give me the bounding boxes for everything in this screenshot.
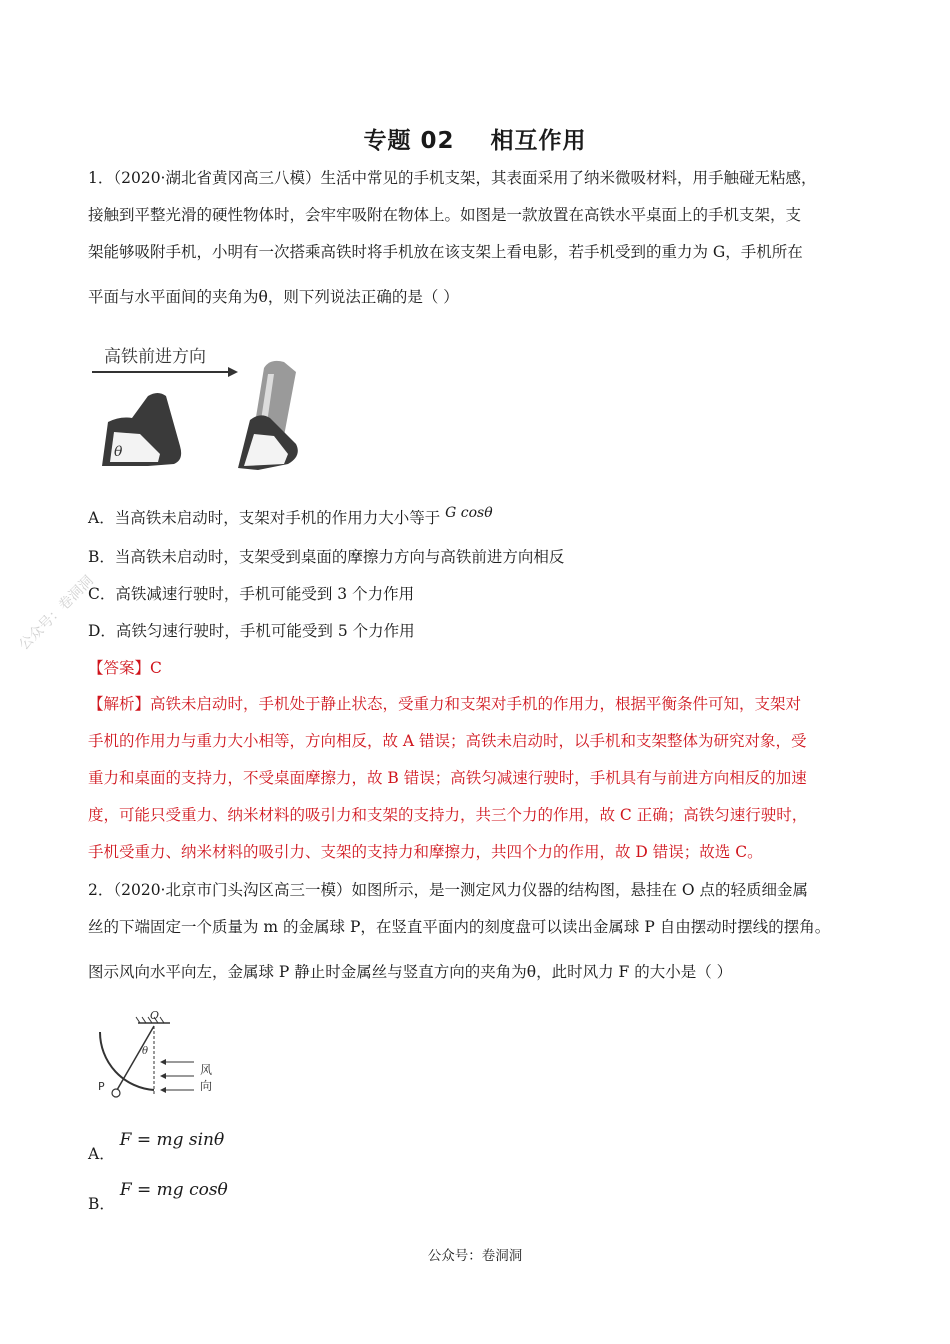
q2-line: 2．（2020·北京市门头沟区高三一模）如图所示，是一测定风力仪器的结构图，悬挂在 O 点的轻质细金属 — [88, 881, 809, 899]
q1-option-b: B．当高铁未启动时，支架受到桌面的摩擦力方向与高铁前进方向相反 — [88, 548, 565, 566]
wind-label-1: 风 — [200, 1063, 213, 1077]
question-2-stem — [88, 872, 868, 991]
analysis-tag: 【解析】 — [88, 695, 151, 713]
option-a-label: A． — [88, 1145, 115, 1163]
q1-option-d: D．高铁匀速行驶时，手机可能受到 5 个力作用 — [88, 622, 415, 640]
q2-line: 丝的下端固定一个质量为 m 的金属球 P，在竖直平面内的刻度盘可以读出金属球 P 自由摆动时摆线的摆角。 — [88, 918, 831, 936]
option-b-formula: F = mg cosθ — [119, 1180, 228, 1200]
q1-answer — [88, 656, 162, 678]
wind-label-2: 向 — [200, 1079, 213, 1093]
figure-angle-label: θ — [114, 444, 123, 460]
wind-gauge-figure — [90, 1010, 240, 1110]
analysis-line: 重力和桌面的支持力，不受桌面摩擦力，故 B 错误；高铁匀减速行驶时，手机具有与前进方向相反的加速 — [88, 769, 807, 787]
option-b-label: B． — [88, 1195, 115, 1213]
q1-analysis — [88, 686, 868, 871]
analysis-line: 度，可能只受重力、纳米材料的吸引力和支架的支持力，共三个力的作用，故 C 正确；高铁匀速行驶时， — [88, 806, 808, 824]
answer-tag: 【答案】 — [88, 659, 151, 677]
angle-theta-label: θ — [142, 1046, 149, 1057]
q2-option-b — [88, 1180, 228, 1213]
page-title: 专题 02 相互作用 — [363, 128, 587, 154]
q1-option-a — [88, 506, 493, 528]
q1-line: 1．（2020·湖北省黄冈高三八模）生活中常见的手机支架，其表面采用了纳米微吸材料，用手触碰无粘感， — [88, 169, 817, 187]
analysis-line: 手机的作用力与重力大小相等，方向相反，故 A 错误；高铁未启动时，以手机和支架整体为研究对象，受 — [88, 732, 807, 750]
q2-line: 图示风向水平向左，金属球 P 静止时金属丝与竖直方向的夹角为θ，此时风力 F 的大小是（ ） — [88, 963, 733, 981]
q1-line: 接触到平整光滑的硬性物体时，会牢牢吸附在物体上。如图是一款放置在高铁水平桌面上的手机支架，支 — [88, 206, 802, 224]
q1-line: 架能够吸附手机，小明有一次搭乘高铁时将手机放在该支架上看电影，若手机受到的重力为 G，手机所在 — [88, 243, 803, 261]
q1-option-c: C．高铁减速行驶时，手机可能受到 3 个力作用 — [88, 585, 415, 603]
point-p-label: P — [98, 1080, 105, 1093]
q2-option-a — [88, 1130, 225, 1163]
option-a-formula: F = mg sinθ — [119, 1130, 225, 1150]
option-a-math: G cosθ — [445, 505, 493, 521]
analysis-line: 【解析】高铁未启动时，手机处于静止状态，受重力和支架对手机的作用力，根据平衡条件可知，支架对 — [88, 695, 802, 713]
figure-direction-label: 高铁前进方向 — [104, 347, 206, 367]
answer-value: C — [150, 659, 162, 677]
phone-holder-figure — [88, 338, 318, 478]
point-o-label: O — [150, 1010, 160, 1022]
page-footer: 公众号：卷洞洞 — [427, 1248, 523, 1264]
watermark: 公众号：卷洞洞 — [16, 572, 97, 654]
option-a-text: A．当高铁未启动时，支架对手机的作用力大小等于 — [88, 509, 441, 527]
analysis-line: 手机受重力、纳米材料的吸引力、支架的支持力和摩擦力，共四个力的作用，故 D 错误；故选 C。 — [88, 843, 763, 861]
question-1-stem — [88, 160, 868, 316]
q1-line: 平面与水平面间的夹角为θ，则下列说法正确的是（ ） — [88, 288, 459, 306]
